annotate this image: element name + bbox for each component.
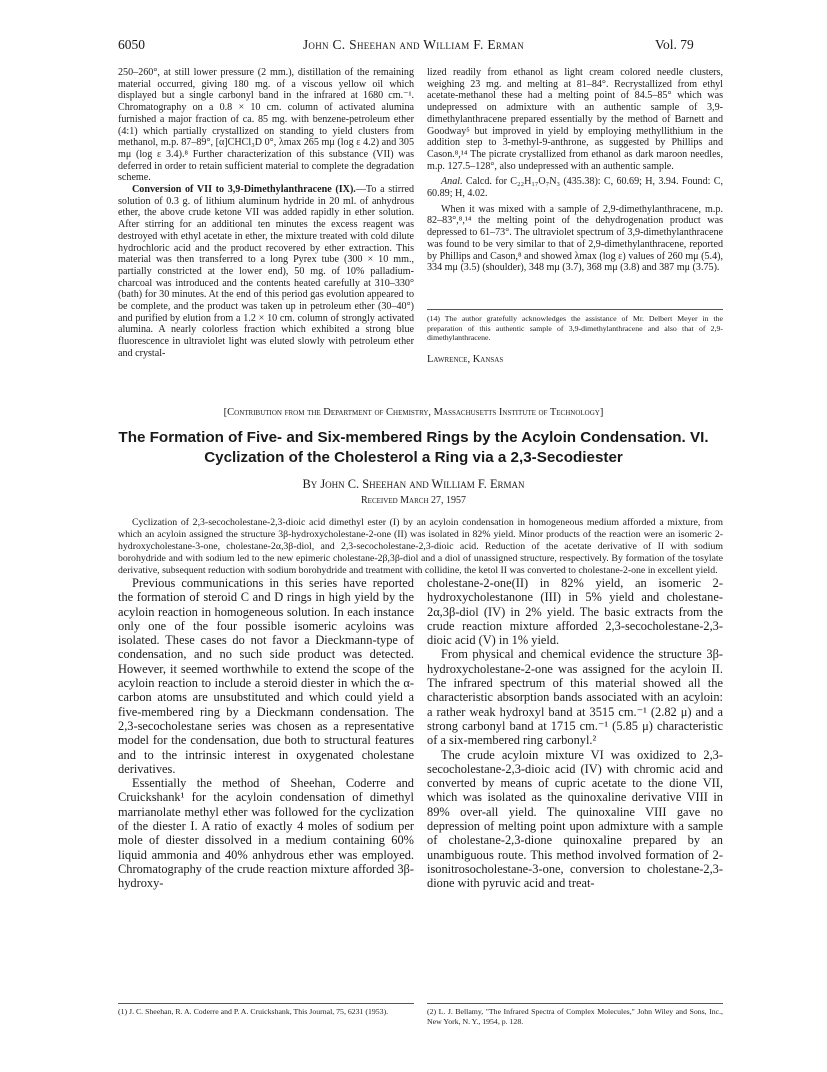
- byline: By John C. Sheehan and William F. Erman: [302, 477, 525, 491]
- left-footnote-divider: [118, 1003, 414, 1004]
- prev-right-paragraph-3: When it was mixed with a sample of 2,9-dimethylanthracene, m.p. 82–83°,⁸,¹⁴ the melting point of the dehydrogenation product was depressed to 61–73°. The ultraviolet spectrum of 3,9-dimethylanthracene was found to be very similar to that of 2,9-dimethylanthracene, reported by Phillips and Cason,⁸ and showed λmax (log ε) values of 260 mμ (5.4), 334 mμ (3.5) (shoulder), 348 mμ (3.7), 368 mμ (3.8) and 387 mμ (3.75).: [427, 203, 723, 274]
- running-header-authors: John C. Sheehan and William F. Erman: [302, 37, 525, 52]
- article-left-column: [118, 576, 414, 891]
- location-line: Lawrence, Kansas: [427, 354, 504, 365]
- article-title-line-2: Cyclization of the Cholesterol a Ring via a 2,3-Secodiester: [204, 449, 623, 466]
- abstract: Cyclization of 2,3-secocholestane-2,3-dioic acid dimethyl ester (I) by an acyloin condensation in homogeneous medium afforded a mixture, from which an acyloin assigned the structure 3β-hydroxycholestane-2-one (II) was isolated in 82% yield. Minor products of the reaction were an isomeric 2-hydroxycholestane-3-one, cholestane-2α,3β-diol, and 2,3-secocholestane-2,3-dioic acid. Reduction of the acetate derivative of II with sodium borohydride and with sodium led to the new epimeric cholestane-2β,3β-diol and a diol of unassigned structure, respectively. By formation of the tosylate derivative, subsequent reduction with sodium borohydride and treatment with collidine, the ketol II was converted to cholestane-2-one in excellent yield.: [118, 517, 723, 576]
- received-date: Received March 27, 1957: [361, 495, 466, 506]
- prev-article-right-column: [427, 67, 723, 274]
- article-left-paragraph-2: Essentially the method of Sheehan, Coderre and Cruickshank¹ for the acyloin condensation of dimethyl marrianolate methyl ether was followed for the cyclization of the diester I. A ratio of exactly 4 moles of sodium per mole of diester dissolved in a medium containing 60% liquid ammonia and 40% anhydrous ether was employed. Chromatography of the crude reaction mixture afforded 3β-hydroxy-: [118, 776, 414, 891]
- page-number: 6050: [118, 37, 145, 52]
- article-title-line-1: The Formation of Five- and Six-membered Rings by the Acyloin Condensation. VI.: [118, 429, 709, 446]
- anal-label: Anal.: [441, 176, 463, 188]
- footnote-1: (1) J. C. Sheehan, R. A. Coderre and P. A. Cruickshank, This Journal, 75, 6231 (1953).: [118, 1007, 389, 1016]
- prev-left-paragraph-1: 250–260°, at still lower pressure (2 mm.), distillation of the remaining material occurred, giving 180 mg. of a viscous yellow oil which displayed but a single carbonyl band in the infrared at 1680 cm.⁻¹. Chromatography on a 0.8 × 10 cm. column of activated alumina furnished a major fraction of ca. 85 mg. with benzene-petroleum ether (4:1) which partially crystallized on standing to yield clusters from methanol, m.p. 87–89°, [α]CHCl₃D 0°, λmax 265 mμ (log ε 4.2) and 305 mμ (log ε 3.4).⁸ Further characterization of this substance (VII) was deferred in order to retain sufficient material to complete the degradation scheme.: [118, 67, 414, 184]
- prev-right-paragraph-1: lized readily from ethanol as light cream colored needle clusters, weighing 23 mg. and melting at 81–84°. Recrystallized from ethyl acetate-methanol these had a melting point of 84.5–85° which was undepressed on admixture with an authentic sample of 3,9-dimethylanthracene prepared essentially by the method of Barnett and Goodway⁵ but improved in yield by employing methyllithium in the addition step to 3-methyl-9-anthrone, as suggested by Phillips and Cason.⁸,¹⁴ The picrate crystallized from ethanol as dark maroon needles, m.p. 127.5–128°, also undepressed with an authentic sample.: [427, 67, 723, 172]
- article-right-column: [427, 576, 723, 891]
- prev-left-section-heading: Conversion of VII to 3,9-Dimethylanthracene (IX).: [132, 184, 356, 196]
- footnote-14: (14) The author gratefully acknowledges the assistance of Mr. Delbert Meyer in the preparation of this authentic sample of 3,9-dimethylanthracene and also that of 2,9-dimethylanthracene.: [427, 314, 723, 343]
- article-right-paragraph-2: From physical and chemical evidence the structure 3β-hydroxycholestane-2-one was assigned for the acyloin II. The infrared spectrum of this material showed all the characteristic absorption bands associated with an acyloin: a rather weak hydroxyl band at 3515 cm.⁻¹ (2.82 μ) and a strong carbonyl band at 1715 cm.⁻¹ (5.85 μ) characteristic of a six-membered ring carbonyl.²: [427, 647, 723, 748]
- prev-article-left-column: [118, 67, 414, 360]
- prev-left-paragraph-2: —To a stirred solution of 0.3 g. of lithium aluminum hydride in 20 ml. of anhydrous ether, the above crude ketone VII was added rapidly in ether solution. After stirring for an additional ten minutes the excess reagent was destroyed with ethyl acetate in ether, the mixture treated with cold dilute hydrochloric acid and the product recovered by ether extraction. This material was then transferred to a long Pyrex tube (300 × 10 mm., partially constricted at the lower end), 50 mg. of 10% palladium-charcoal was introduced and the contents heated carefully at 310–330° (bath) for 30 minutes. At the end of this period gas evolution appeared to be complete, and the product was taken up in petroleum ether (30–40°) and purified by elution from a 1.2 × 10 cm. column of strongly activated alumina. A nearly colorless fraction which exhibited a strong blue fluorescence in ultraviolet light was eluted slowly with petroleum ether and crystal-: [118, 184, 414, 359]
- anal-values: Calcd. for C₂₂H₁₇O₇N₃ (435.38): C, 60.69; H, 3.94. Found: C, 60.89; H, 4.02.: [427, 176, 723, 200]
- footnote-2: (2) L. J. Bellamy, "The Infrared Spectra of Complex Molecules," John Wiley and Sons, Inc., New York, N. Y., 1954, p. 128.: [427, 1007, 723, 1026]
- right-footnote-divider: [427, 1003, 723, 1004]
- footnote-divider: [427, 309, 723, 310]
- article-right-paragraph-1: cholestane-2-one(II) in 82% yield, an isomeric 2-hydroxycholestanone (III) in 5% yield and cholestane-2α,3β-diol (IV) in 2% yield. The basic extracts from the crude reaction mixture afforded 2,3-secocholestane-2,3-dioic acid (V) in 1% yield.: [427, 576, 723, 648]
- contribution-line: [Contribution from the Department of Chemistry, Massachusetts Institute of Technology]: [223, 407, 604, 418]
- article-right-paragraph-3: The crude acyloin mixture VI was oxidized to 2,3-secocholestane-2,3-dioic acid (IV) with chromic acid and converted by means of cupric acetate to the dione VII, which was isolated as the quinoxaline derivative VIII in 89% over-all yield. The quinoxaline VIII gave no depression of melting point upon admixture with a sample of cholestane-2,3-dione quinoxaline prepared by an unambiguous route. This method involved formation of 2-isonitrosocholestane-3-one, conversion to cholestane-2,3-dione with pyruvic acid and treat-: [427, 747, 723, 891]
- volume-label: Vol. 79: [655, 37, 694, 52]
- article-left-paragraph-1: Previous communications in this series have reported the formation of steroid C and D rings in high yield by the acyloin reaction in homogeneous solution. In each instance only one of the four possible isomeric acyloins was isolated. These cases do not favor a Dieckmann-type of condensation, and no such side product was detected. However, it seemed worthwhile to extend the scope of the acyloin reaction to include a steroid diester in which the α-carbon atoms are unsubstituted and which could yield a five-membered ring by a Dieckmann condensation. The 2,3-secocholestane series was chosen as a representative model for the condensation, due both to structural features and to the intrinsic interest in oxygenated cholestane derivatives.: [118, 576, 414, 776]
